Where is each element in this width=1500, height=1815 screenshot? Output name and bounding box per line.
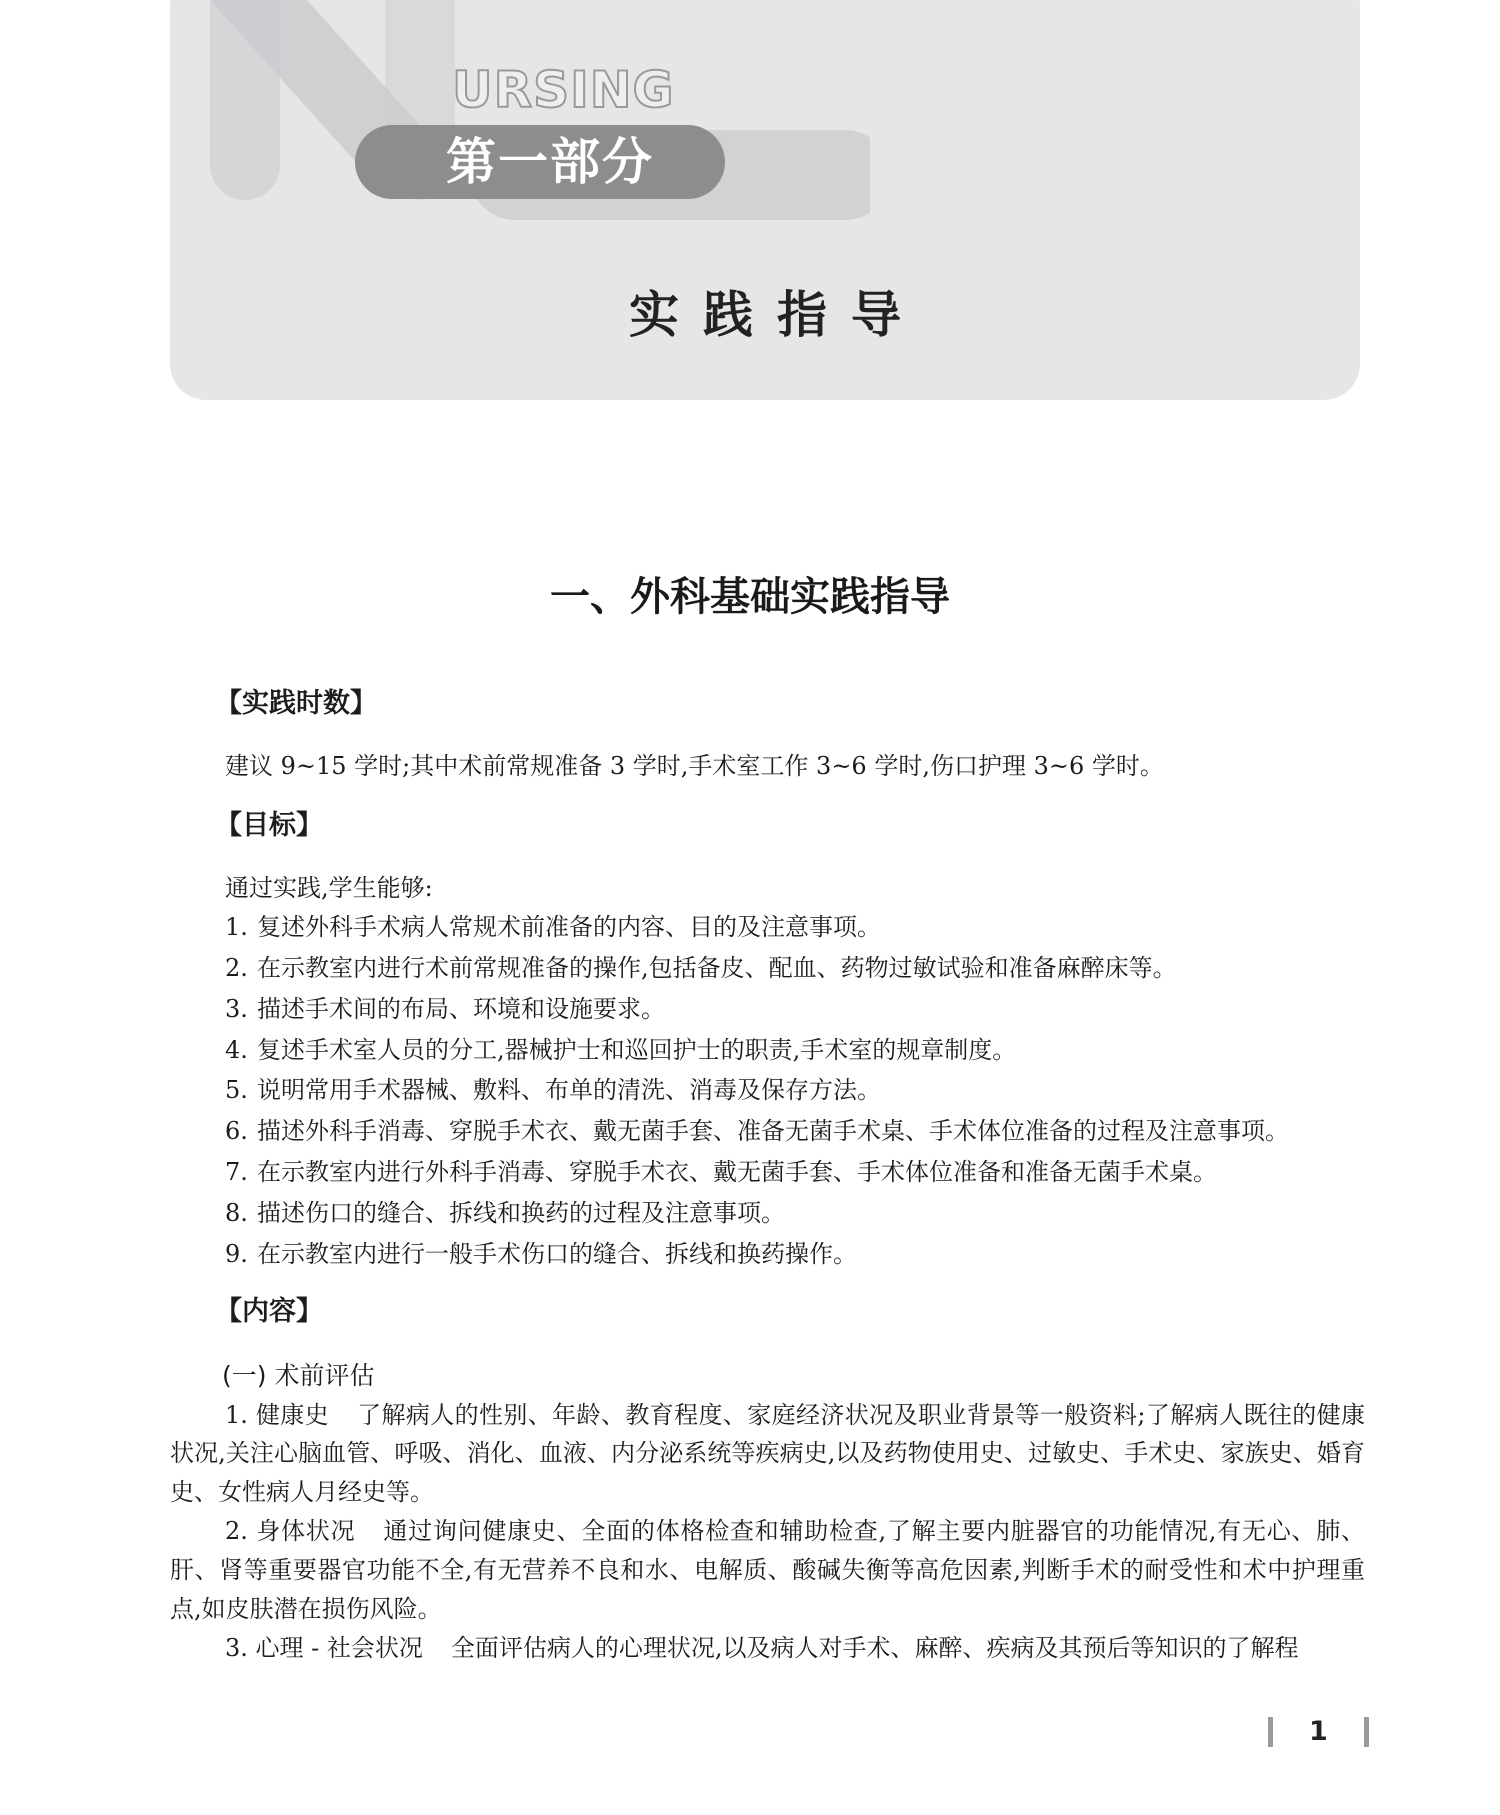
list-item: 5. 说明常用手术器械、敷料、布单的清洗、消毒及保存方法。 [225, 1076, 881, 1105]
chapter-banner [170, 0, 1360, 400]
goals-heading: 【目标】 [215, 809, 323, 841]
section-title: 一、外科基础实践指导 [550, 574, 950, 620]
list-item: 6. 描述外科手消毒、穿脱手术衣、戴无菌手套、准备无菌手术桌、手术体位准备的过程及注意事项。 [225, 1117, 1289, 1146]
content-subheading: (一) 术前评估 [222, 1360, 375, 1390]
page-number-bar-right [1364, 1717, 1369, 1747]
page-number-text: 1 [1309, 1716, 1328, 1747]
list-item: 8. 描述伤口的缝合、拆线和换药的过程及注意事项。 [225, 1198, 785, 1227]
banner-title: 实践指导 [629, 286, 925, 344]
goals-intro: 通过实践,学生能够: [225, 873, 433, 902]
content-heading: 【内容】 [215, 1296, 323, 1328]
page-number-bar-left [1268, 1717, 1273, 1747]
list-item: 9. 在示教室内进行一般手术伤口的缝合、拆线和换药操作。 [225, 1239, 857, 1268]
list-item: 2. 在示教室内进行术前常规准备的操作,包括备皮、配血、药物过敏试验和准备麻醉床等。 [225, 953, 1177, 982]
page-number [1268, 1715, 1369, 1747]
main-content [170, 682, 1365, 1668]
list-item: 4. 复述手术室人员的分工,器械护士和巡回护士的职责,手术室的规章制度。 [225, 1035, 1017, 1064]
list-item: 7. 在示教室内进行外科手消毒、穿脱手术衣、戴无菌手套、手术体位准备和准备无菌手术桌。 [225, 1157, 1217, 1186]
hours-heading: 【实践时数】 [215, 688, 377, 719]
nursing-wordmark: URSING [452, 61, 675, 119]
content-paragraph: 3. 心理 - 社会状况 全面评估病人的心理状况,以及病人对手术、麻醉、疾病及其预后等知识的了解程 [225, 1633, 1299, 1662]
content-paragraph: 1. 健康史 了解病人的性别、年龄、教育程度、家庭经济状况及职业背景等一般资料;了解病人既往的健康状况,关注心脑血管、呼吸、消化、血液、内分泌系统等疾病史,以及药物使用史、过敏史、手术史、家族史、婚育史、女性病人月经史等。 [170, 1400, 1365, 1507]
part-label: 第一部分 [446, 133, 654, 191]
content-paragraph: 2. 身体状况 通过询问健康史、全面的体格检查和辅助检查,了解主要内脏器官的功能情况,有无心、肺、肝、肾等重要器官功能不全,有无营养不良和水、电解质、酸碱失衡等高危因素,判断手术的耐受性和术中护理重点,如皮肤潜在损伤风险。 [170, 1517, 1365, 1623]
goals-list [170, 907, 1365, 1274]
hours-text: 建议 9~15 学时;其中术前常规准备 3 学时,手术室工作 3~6 学时,伤口护理 3~6 学时。 [225, 752, 1164, 781]
list-item: 3. 描述手术间的布局、环境和设施要求。 [225, 994, 665, 1023]
list-item: 1. 复述外科手术病人常规术前准备的内容、目的及注意事项。 [225, 913, 881, 942]
